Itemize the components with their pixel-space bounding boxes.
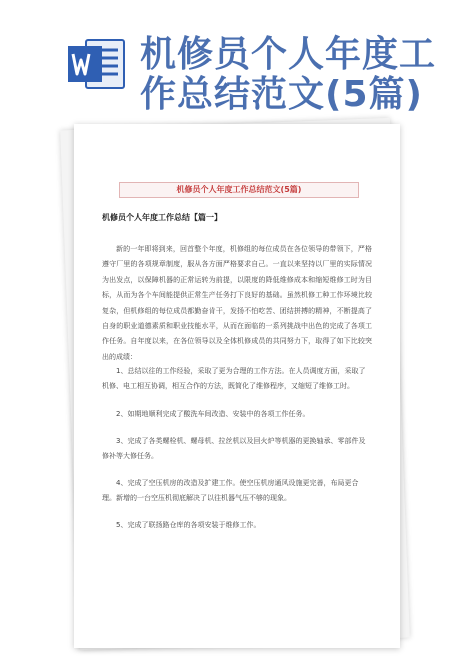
page-header — [0, 0, 474, 115]
section-heading: 机修员个人年度工作总结【篇一】 — [102, 213, 222, 222]
word-logo-icon — [66, 36, 126, 92]
list-item: 3、完成了各类螺栓机、螺母机、拉丝机以及回火炉等机器的更换轴承、零部件及修补等大修任务。 — [102, 437, 366, 461]
list-item: 1、总结以往的工作经验，采取了更为合理的工作方法。在人员调度方面，采取了机修、电工相互协调，相互合作的方法，既简化了维修程序，又缩短了维修工时。 — [102, 367, 366, 391]
list-item: 4、完成了空压机房的改造及扩建工作。使空压机房通风设施更完善，布局更合理。新增的一台空压机彻底解决了以往机器气压不够的现象。 — [102, 479, 359, 503]
document-title-box — [119, 182, 359, 198]
list-item: 2、如期地顺利完成了酸洗车间改造、安装中的各项工作任务。 — [116, 410, 310, 418]
document-page — [74, 124, 400, 648]
list-item: 5、完成了联扬路仓库的各项安装于维修工作。 — [116, 521, 261, 529]
page-title-line-2: 作总结范文(5篇) — [140, 74, 423, 115]
intro-paragraph: 新的一年即将到来，回首整个年度，机修组的每位成员在各位领导的带领下，严格遵守厂里的各项规章制度，服从各方面严格要求自己。一直以来坚持以厂里的实际情况为出发点，以保障机器的正常运转为前提，以限度的降低维修成本和缩短维修工时为目标，从而为各个车间能提供正常生产任务打下良好的基础。虽然机修工种工作环境比较复杂，但机修组的每位成员都勤奋肯干，发扬不怕吃苦、团结拼搏的精神，不断提高了自身的职业道德素质和职业技能水平，从而在面临的一系列挑战中出色的完成了各项工作任务。自年度以来，在各位领导以及全体机修成员的共同努力下，取得了如下比较突出的成绩： — [102, 245, 372, 361]
document-title: 机修员个人年度工作总结范文(5篇) — [176, 185, 302, 194]
page-title-line-1: 机修员个人年度工 — [140, 34, 437, 75]
